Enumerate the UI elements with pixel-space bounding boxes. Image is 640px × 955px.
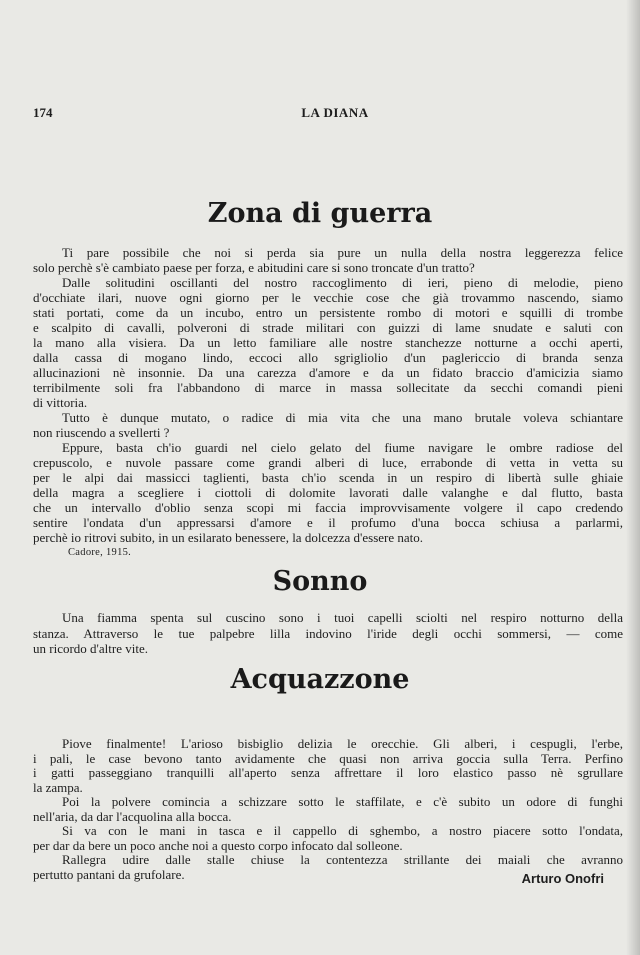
section-body	[33, 610, 623, 657]
text-line: i pali, le case bevono tanto avidamente che quasi non arriva goccia sulla Terra. Perfino	[33, 750, 623, 766]
section-title-sonno: Sonno	[272, 566, 368, 597]
text-line: la zampa.	[33, 779, 83, 795]
text-line: stanza. Attraverso le tue palpebre lilla indovino l'iride degli occhi sommersi, — come	[33, 625, 623, 641]
text-line: stati portati, come da un incubo, entro un persistente rombo di motori e squilli di trombe	[33, 305, 623, 320]
text-line: per dar da bere un poco anche noi a questo corpo infocato dal solleone.	[33, 837, 403, 853]
text-line: Rallegra udire dalle stalle chiuse la contentezza strillante dei maiali che avranno	[62, 852, 623, 867]
author-signature: Arturo Onofri	[521, 871, 604, 886]
page-number: 174	[33, 105, 53, 120]
text-line: sentire l'ondata d'un appressarsi d'amore e il profumo d'una bocca schiusa a parlarmi,	[33, 515, 623, 530]
text-line: dalla cassa di mogano lindo, eccoci allo sgrigliolio d'un paglericcio di branda senza	[33, 350, 623, 365]
text-line: nell'aria, da dar l'acquolina alla bocca.	[33, 808, 232, 824]
text-line: un ricordo d'altre vite.	[33, 641, 148, 656]
place-date: Cadore, 1915.	[68, 547, 132, 558]
text-line: Dalle solitudini oscillanti del nostro raccoglimento di ieri, pieno di melodie, pieno	[62, 275, 623, 290]
text-line: d'occhiate ilari, nuove ogni giorno per le vecchie cose che già trovammo nascendo, siamo	[33, 290, 623, 305]
section-title-zona-di-guerra: Zona di guerra	[207, 198, 433, 229]
section-body	[33, 245, 623, 545]
text-line: solo perchè s'è cambiato paese per forza, e abitudini care si sono troncate d'un tratto?	[33, 260, 475, 275]
text-line: perchè io ritrovi subito, in un esilarato benessere, la dolcezza d'essere nato.	[33, 530, 424, 545]
text-line: Ti pare possibile che noi si perda sia pure un nulla della nostra leggerezza felice	[62, 245, 623, 260]
section-title-acquazzone: Acquazzone	[230, 664, 410, 695]
text-line: di vittoria.	[33, 395, 88, 410]
text-line: e scalpito di cavalli, polveroni di strade militari con guizzi di lame snudate e saluti con	[33, 320, 623, 335]
text-line: Si va con le mani in tasca e il cappello di sghembo, a nostro piacere sotto l'ondata,	[62, 823, 623, 838]
text-line: allucinazioni nè insonnie. Da una carezza d'amore e da un fidato braccio d'amicizia siamo	[33, 365, 623, 380]
text-line: Eppure, basta ch'io guardi nel cielo gelato del fiume navigare le ombre radiose del	[62, 440, 623, 455]
text-line: Una fiamma spenta sul cuscino sono i tuoi capelli sciolti nel respiro notturno della	[62, 610, 623, 625]
text-line: che un intervallo d'oblio senza scopi mi faccia improvvisamente volgere il capo credendo	[33, 500, 623, 515]
text-line: i gatti passeggiano tranquilli all'aperto senza affrettare il loro elastico passo nè sgrullare	[33, 765, 623, 780]
text-line: terribilmente soli fra l'abbandono di marce in massa sollecitate da secchi comandi pieni	[33, 380, 623, 395]
text-line: della magra a scegliere i ciottoli di dolomite lavorati dalle valanghe e dal flutto, basta	[33, 485, 623, 500]
text-line: pertutto pantani da grufolare.	[33, 866, 185, 882]
text-line: Tutto è dunque mutato, o radice di mia vita che una mano brutale voleva schiantare	[62, 410, 623, 425]
running-title: LA DIANA	[301, 105, 369, 120]
text-line: per le alpi dai massicci taglienti, basta ch'io scenda in un respiro di libertà sulle ghiaie	[33, 470, 623, 485]
text-line: Poi la polvere comincia a schizzare sotto le staffilate, e c'è subito un odore di funghi	[62, 794, 623, 809]
text-line: la mano alla visiera. Da un letto familiare alle nostre stanchezze notturne a occhi aperti,	[33, 335, 623, 350]
text-line: non riuscendo a svellerti ?	[33, 425, 170, 440]
section-body	[33, 737, 623, 882]
text-line: Piove finalmente! L'arioso bisbiglio delizia le orecchie. Gli alberi, i cespugli, l'erbe,	[62, 736, 623, 751]
page-edge-shadow	[626, 0, 640, 955]
text-line: crepuscolo, e nuvole passare come grandi alberi di luce, errabonde di vetta in vetta su	[33, 455, 623, 470]
